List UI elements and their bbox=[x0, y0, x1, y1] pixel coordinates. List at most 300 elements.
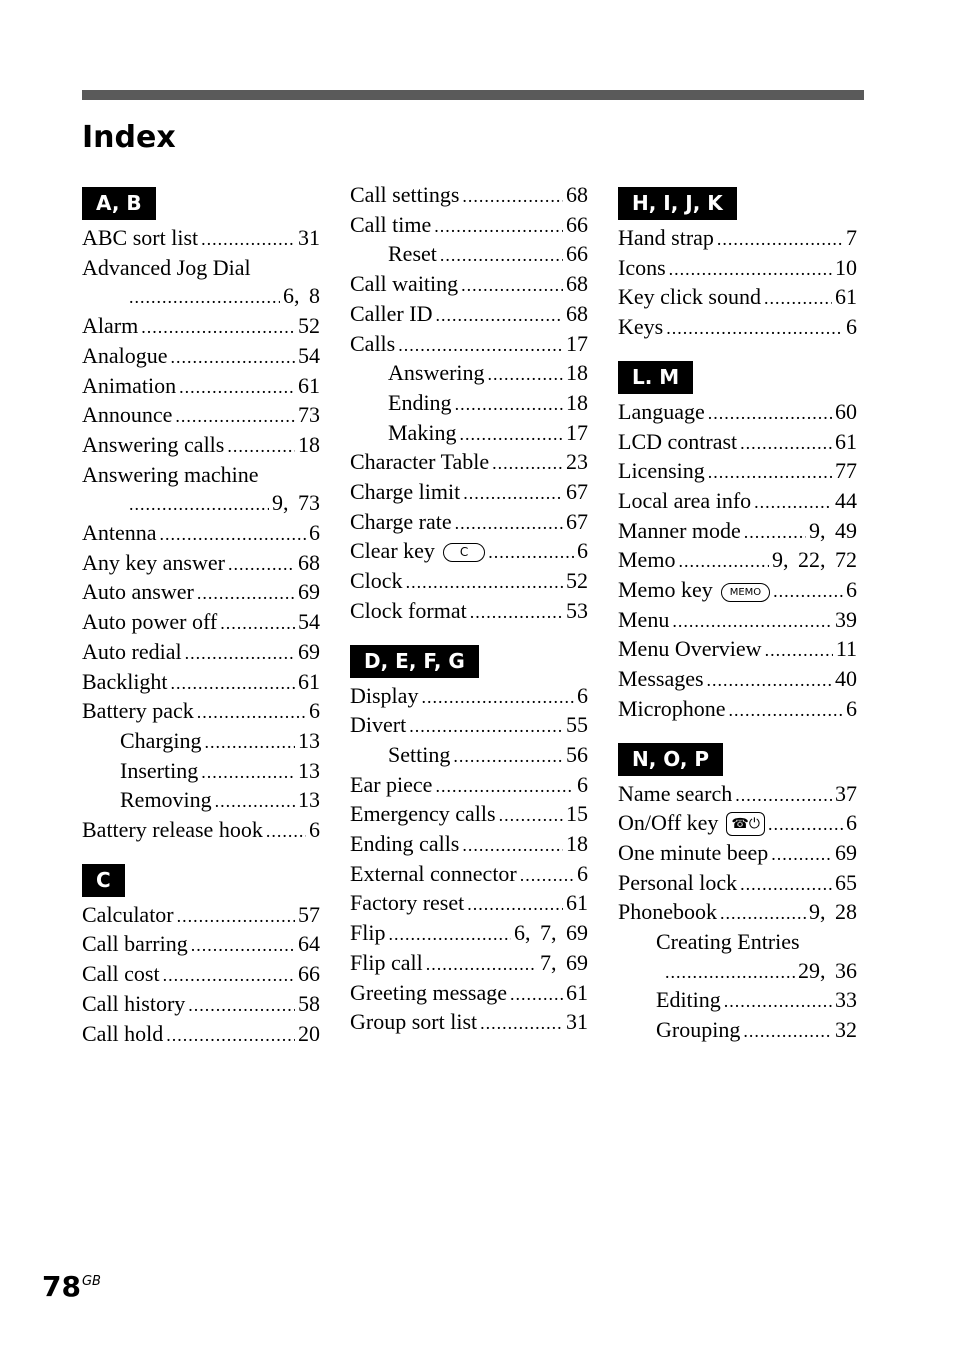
index-entry bbox=[350, 478, 588, 508]
index-entry bbox=[350, 270, 588, 300]
index-entry bbox=[350, 800, 588, 830]
index-entry bbox=[82, 668, 320, 698]
index-entry bbox=[82, 342, 320, 372]
index-entry bbox=[82, 519, 320, 549]
entry-term: Backlight bbox=[82, 668, 168, 694]
dot-leader bbox=[129, 283, 280, 312]
entry-term: Reset bbox=[388, 241, 437, 267]
index-entry bbox=[618, 398, 857, 428]
entry-pages: 61 bbox=[566, 979, 588, 1005]
dot-leader bbox=[434, 212, 563, 241]
entry-term: Any key answer bbox=[82, 549, 225, 575]
index-entry bbox=[82, 282, 320, 312]
entry-term: Greeting message bbox=[350, 979, 507, 1005]
index-entry bbox=[82, 1020, 320, 1050]
entry-pages: 10 bbox=[835, 254, 857, 280]
entry-pages: 11 bbox=[835, 636, 857, 662]
entry-pages: 9, 22, 72 bbox=[772, 547, 857, 573]
index-entry bbox=[618, 517, 857, 547]
entry-pages: 44 bbox=[835, 487, 857, 513]
entry-pages: 9, 73 bbox=[272, 490, 320, 516]
entry-term: Display bbox=[350, 682, 419, 708]
entry-pages: 53 bbox=[566, 597, 588, 623]
entry-term: Phonebook bbox=[618, 899, 717, 925]
entry-term: Clear key bbox=[350, 538, 435, 564]
entry-pages: 6 bbox=[846, 695, 857, 721]
entry-pages: 18 bbox=[298, 431, 320, 457]
dot-leader bbox=[463, 479, 563, 508]
entry-pages: 6 bbox=[577, 771, 588, 797]
index-entry bbox=[82, 757, 320, 787]
dot-leader bbox=[177, 902, 295, 931]
entry-term: Editing bbox=[656, 987, 721, 1013]
dot-leader bbox=[129, 490, 269, 519]
index-entry bbox=[82, 312, 320, 342]
entry-term: Answering bbox=[388, 360, 485, 386]
index-entry bbox=[82, 224, 320, 254]
index-entry bbox=[350, 300, 588, 330]
entry-term: Messages bbox=[618, 666, 704, 692]
index-entry bbox=[350, 567, 588, 597]
dot-leader bbox=[492, 449, 563, 478]
index-entry bbox=[350, 359, 588, 389]
dot-leader bbox=[744, 518, 806, 547]
entry-term: Call history bbox=[82, 990, 186, 1016]
dot-leader bbox=[421, 683, 574, 712]
entry-term: Name search bbox=[618, 780, 733, 806]
entry-term: Microphone bbox=[618, 695, 726, 721]
entry-term: Clock format bbox=[350, 597, 467, 623]
index-entry bbox=[82, 431, 320, 461]
entry-pages: 7, 69 bbox=[540, 949, 588, 975]
memo-key-icon: MEMO bbox=[721, 583, 770, 602]
index-section bbox=[350, 645, 588, 1038]
dot-leader bbox=[470, 598, 563, 627]
section-heading: D, E, F, G bbox=[350, 645, 479, 678]
entry-pages: 54 bbox=[298, 609, 320, 635]
entry-pages: 6 bbox=[846, 810, 857, 836]
dot-leader bbox=[771, 840, 832, 869]
index-entry bbox=[350, 537, 588, 567]
index-entry bbox=[350, 919, 588, 949]
dot-leader bbox=[499, 801, 563, 830]
entry-term: Hand strap bbox=[618, 225, 714, 250]
dot-leader bbox=[435, 301, 563, 330]
dot-leader bbox=[204, 728, 295, 757]
entry-term: Alarm bbox=[82, 313, 139, 339]
index-entry bbox=[618, 986, 857, 1016]
dot-leader bbox=[398, 331, 563, 360]
dot-leader bbox=[453, 742, 563, 771]
dot-leader bbox=[220, 609, 295, 638]
index-entry bbox=[618, 487, 857, 517]
entry-pages: 13 bbox=[298, 787, 320, 813]
entry-pages: 67 bbox=[566, 508, 588, 534]
index-entry bbox=[350, 741, 588, 771]
dot-leader bbox=[171, 669, 295, 698]
entry-term: Flip bbox=[350, 920, 386, 946]
index-section bbox=[618, 361, 857, 725]
index-entry bbox=[82, 372, 320, 402]
entry-pages: 58 bbox=[298, 990, 320, 1016]
entry-term: Charge limit bbox=[350, 479, 461, 505]
index-entry bbox=[82, 960, 320, 990]
index-entry bbox=[82, 901, 320, 931]
index-entry bbox=[618, 254, 857, 284]
dot-leader bbox=[440, 241, 563, 270]
entry-term: Creating Entries bbox=[656, 929, 800, 955]
dot-leader bbox=[462, 182, 563, 211]
dot-leader bbox=[409, 712, 563, 741]
entry-term: Analogue bbox=[82, 342, 168, 368]
entry-term: Charging bbox=[120, 727, 202, 753]
entry-term: Battery pack bbox=[82, 698, 194, 724]
entry-term: Manner mode bbox=[618, 517, 741, 543]
index-entry bbox=[618, 1016, 857, 1046]
entry-pages: 6 bbox=[309, 698, 320, 724]
dot-leader bbox=[141, 313, 295, 342]
index-entry bbox=[618, 576, 857, 606]
index-entry bbox=[82, 930, 320, 960]
index-entry bbox=[618, 869, 857, 899]
index-entry bbox=[350, 711, 588, 741]
entry-term: On/Off key bbox=[618, 810, 719, 836]
entry-pages: 64 bbox=[298, 931, 320, 957]
entry-term: Answering machine bbox=[82, 461, 259, 487]
entry-term: Announce bbox=[82, 402, 173, 428]
dot-leader bbox=[708, 399, 832, 428]
index-entry bbox=[82, 638, 320, 668]
dot-leader bbox=[665, 958, 795, 987]
index-entry bbox=[82, 786, 320, 816]
page-number bbox=[42, 1270, 101, 1303]
index-entry bbox=[350, 771, 588, 801]
entry-pages: 40 bbox=[835, 666, 857, 692]
index-section bbox=[82, 187, 320, 846]
entry-term: Emergency calls bbox=[350, 801, 496, 827]
entry-pages: 65 bbox=[835, 869, 857, 895]
entry-term: Call time bbox=[350, 211, 432, 237]
page-number-value: 78 bbox=[42, 1270, 81, 1303]
entry-pages: 33 bbox=[835, 987, 857, 1013]
entry-term: Local area info bbox=[618, 487, 752, 513]
entry-pages: 17 bbox=[566, 330, 588, 356]
dot-leader bbox=[754, 488, 832, 517]
entry-pages: 6 bbox=[309, 817, 320, 843]
entry-pages: 68 bbox=[566, 300, 588, 326]
entry-pages: 6 bbox=[846, 577, 857, 603]
index-entry bbox=[350, 889, 588, 919]
entry-pages: 66 bbox=[566, 211, 588, 237]
index-entry bbox=[618, 606, 857, 636]
entry-term: Menu bbox=[618, 606, 670, 632]
dot-leader bbox=[764, 284, 832, 313]
dot-leader bbox=[666, 314, 843, 343]
index-entry bbox=[82, 549, 320, 579]
entry-term: Group sort list bbox=[350, 1009, 478, 1035]
entry-term: Ending calls bbox=[350, 831, 460, 857]
entry-term: Menu Overview bbox=[618, 636, 762, 662]
dot-leader bbox=[740, 429, 832, 458]
entry-pages: 18 bbox=[566, 360, 588, 386]
dot-leader bbox=[426, 950, 537, 979]
dot-leader bbox=[708, 458, 832, 487]
index-entry bbox=[350, 389, 588, 419]
entry-pages: 23 bbox=[566, 449, 588, 475]
dot-leader bbox=[185, 639, 295, 668]
index-entry bbox=[82, 578, 320, 608]
index-entry bbox=[618, 635, 857, 665]
entry-pages: 13 bbox=[298, 727, 320, 753]
dot-leader bbox=[388, 920, 511, 949]
entry-pages: 18 bbox=[566, 389, 588, 415]
entry-term: Factory reset bbox=[350, 890, 465, 916]
index-section bbox=[618, 187, 857, 343]
dot-leader bbox=[488, 538, 574, 567]
entry-pages: 68 bbox=[566, 182, 588, 207]
index-entry bbox=[618, 839, 857, 869]
section-heading: N, O, P bbox=[618, 743, 723, 776]
entry-pages: 6 bbox=[577, 860, 588, 886]
entry-term: Memo key bbox=[618, 577, 713, 603]
entry-term: Auto redial bbox=[82, 638, 182, 664]
entry-pages: 61 bbox=[835, 284, 857, 310]
index-entry bbox=[82, 990, 320, 1020]
entry-pages: 52 bbox=[298, 313, 320, 339]
entry-pages: 57 bbox=[298, 901, 320, 927]
entry-pages: 31 bbox=[566, 1009, 588, 1035]
entry-term: Personal lock bbox=[618, 869, 738, 895]
entry-term: Battery release hook bbox=[82, 817, 263, 843]
entry-term: Flip call bbox=[350, 949, 423, 975]
dot-leader bbox=[678, 547, 769, 576]
entry-term: Call barring bbox=[82, 931, 188, 957]
index-entry bbox=[350, 860, 588, 890]
index-entry bbox=[618, 546, 857, 576]
entry-pages: 13 bbox=[298, 757, 320, 783]
index-entry bbox=[350, 448, 588, 478]
index-entry bbox=[618, 313, 857, 343]
index-entry bbox=[82, 816, 320, 846]
entry-term: Memo bbox=[618, 547, 676, 573]
entry-pages: 6 bbox=[309, 520, 320, 546]
dot-leader bbox=[166, 1021, 295, 1050]
index-entry bbox=[618, 780, 857, 810]
index-column-1 bbox=[82, 187, 320, 1049]
entry-pages: 73 bbox=[298, 402, 320, 428]
dot-leader bbox=[461, 271, 563, 300]
entry-term: Answering calls bbox=[82, 431, 225, 457]
entry-term: Caller ID bbox=[350, 300, 433, 326]
index-section bbox=[618, 743, 857, 1046]
dot-leader bbox=[773, 577, 843, 606]
entry-term: Clock bbox=[350, 568, 403, 594]
dot-leader bbox=[201, 758, 295, 787]
entry-pages: 61 bbox=[298, 372, 320, 398]
entry-pages: 55 bbox=[566, 712, 588, 738]
index-entry bbox=[350, 1008, 588, 1038]
dot-leader bbox=[724, 987, 832, 1016]
dot-leader bbox=[462, 831, 563, 860]
index-entry bbox=[82, 697, 320, 727]
dot-leader bbox=[467, 890, 563, 919]
dot-leader bbox=[743, 1017, 832, 1046]
entry-term: Language bbox=[618, 398, 705, 424]
dot-leader bbox=[735, 781, 832, 810]
index-entry bbox=[350, 682, 588, 712]
index-section bbox=[82, 864, 320, 1050]
index-entry bbox=[350, 597, 588, 627]
index-entry bbox=[618, 809, 857, 839]
dot-leader bbox=[488, 360, 563, 389]
entry-term: Charge rate bbox=[350, 508, 452, 534]
index-entry bbox=[618, 695, 857, 725]
index-entry bbox=[82, 489, 320, 519]
index-entry bbox=[350, 330, 588, 360]
entry-pages: 31 bbox=[298, 225, 320, 250]
entry-term: Advanced Jog Dial bbox=[82, 254, 251, 280]
dot-leader bbox=[459, 420, 563, 449]
dot-leader bbox=[188, 991, 295, 1020]
dot-leader bbox=[720, 899, 806, 928]
index-entry bbox=[350, 979, 588, 1009]
entry-term: Licensing bbox=[618, 458, 705, 484]
entry-term: Calculator bbox=[82, 901, 174, 927]
entry-pages: 60 bbox=[835, 398, 857, 424]
entry-pages: 6, 8 bbox=[283, 283, 320, 309]
dot-leader bbox=[707, 666, 832, 695]
dot-leader bbox=[480, 1009, 563, 1038]
on-off-key-icon: ☎⏻ bbox=[726, 812, 765, 836]
entry-term: Inserting bbox=[120, 757, 199, 783]
entry-pages: 6 bbox=[846, 314, 857, 340]
dot-leader bbox=[669, 255, 832, 284]
dot-leader bbox=[228, 550, 295, 579]
entry-term: ABC sort list bbox=[82, 225, 199, 250]
entry-pages: 67 bbox=[566, 479, 588, 505]
dot-leader bbox=[672, 607, 832, 636]
entry-pages: 32 bbox=[835, 1017, 857, 1043]
dot-leader bbox=[191, 931, 295, 960]
index-entry bbox=[618, 457, 857, 487]
entry-pages: 6 bbox=[577, 538, 588, 564]
entry-pages: 9, 49 bbox=[809, 517, 857, 543]
entry-pages: 52 bbox=[566, 568, 588, 594]
index-entry bbox=[350, 211, 588, 241]
index-entry bbox=[82, 727, 320, 757]
entry-pages: 18 bbox=[566, 831, 588, 857]
entry-term: Animation bbox=[82, 372, 177, 398]
index-entry bbox=[350, 949, 588, 979]
dot-leader bbox=[765, 636, 833, 665]
entry-pages: 54 bbox=[298, 342, 320, 368]
index-entry bbox=[618, 665, 857, 695]
entry-term: External connector bbox=[350, 860, 517, 886]
entry-pages: 9, 28 bbox=[809, 899, 857, 925]
entry-pages: 69 bbox=[835, 839, 857, 865]
entry-term: Auto power off bbox=[82, 609, 218, 635]
entry-term: Calls bbox=[350, 330, 396, 356]
index-entry bbox=[350, 419, 588, 449]
index-entry bbox=[618, 224, 857, 254]
entry-pages: 61 bbox=[298, 668, 320, 694]
index-entry bbox=[350, 830, 588, 860]
entry-pages: 77 bbox=[835, 458, 857, 484]
dot-leader bbox=[717, 225, 843, 254]
entry-pages: 56 bbox=[566, 741, 588, 767]
entry-pages: 39 bbox=[835, 606, 857, 632]
dot-leader bbox=[227, 432, 295, 461]
dot-leader bbox=[179, 373, 295, 402]
dot-leader bbox=[266, 817, 306, 846]
entry-pages: 69 bbox=[298, 638, 320, 664]
page-number-suffix: GB bbox=[81, 1274, 101, 1289]
index-entry bbox=[618, 957, 857, 987]
entry-term: Call settings bbox=[350, 182, 460, 207]
entry-term: Call cost bbox=[82, 961, 160, 987]
entry-term: Grouping bbox=[656, 1017, 741, 1043]
index-entry bbox=[618, 428, 857, 458]
section-heading: C bbox=[82, 864, 125, 897]
dot-leader bbox=[160, 520, 306, 549]
page-title: Index bbox=[82, 120, 176, 155]
dot-leader bbox=[740, 870, 832, 899]
entry-pages: 66 bbox=[566, 241, 588, 267]
index-entry bbox=[618, 283, 857, 313]
entry-pages: 68 bbox=[566, 271, 588, 297]
index-entry bbox=[82, 401, 320, 431]
entry-term: Ending bbox=[388, 389, 452, 415]
index-entry bbox=[350, 508, 588, 538]
entry-term: Icons bbox=[618, 254, 666, 280]
entry-term: Ear piece bbox=[350, 771, 433, 797]
index-entry bbox=[350, 181, 588, 211]
dot-leader bbox=[520, 861, 574, 890]
entry-term: Setting bbox=[388, 741, 451, 767]
index-entry bbox=[350, 240, 588, 270]
index-entry bbox=[618, 928, 857, 957]
entry-pages: 61 bbox=[566, 890, 588, 916]
dot-leader bbox=[455, 390, 563, 419]
entry-term: Keys bbox=[618, 314, 664, 340]
entry-term: Making bbox=[388, 419, 457, 445]
index-entry bbox=[82, 608, 320, 638]
dot-leader bbox=[768, 810, 843, 839]
entry-term: Divert bbox=[350, 712, 407, 738]
dot-leader bbox=[197, 698, 306, 727]
section-heading: L. M bbox=[618, 361, 693, 394]
clear-key-icon: C bbox=[443, 543, 485, 562]
entry-pages: 69 bbox=[298, 579, 320, 605]
dot-leader bbox=[435, 772, 574, 801]
entry-term: One minute beep bbox=[618, 839, 769, 865]
entry-pages: 68 bbox=[298, 549, 320, 575]
section-heading: H, I, J, K bbox=[618, 187, 737, 220]
entry-pages: 6 bbox=[577, 682, 588, 708]
entry-term: Removing bbox=[120, 787, 212, 813]
dot-leader bbox=[175, 402, 295, 431]
entry-pages: 6, 7, 69 bbox=[514, 920, 588, 946]
index-column-3 bbox=[618, 187, 857, 1046]
entry-term: Call waiting bbox=[350, 271, 459, 297]
dot-leader bbox=[201, 225, 295, 254]
entry-pages: 61 bbox=[835, 428, 857, 454]
dot-leader bbox=[455, 509, 563, 538]
dot-leader bbox=[406, 568, 563, 597]
dot-leader bbox=[215, 787, 295, 816]
dot-leader bbox=[163, 961, 295, 990]
entry-pages: 66 bbox=[298, 961, 320, 987]
